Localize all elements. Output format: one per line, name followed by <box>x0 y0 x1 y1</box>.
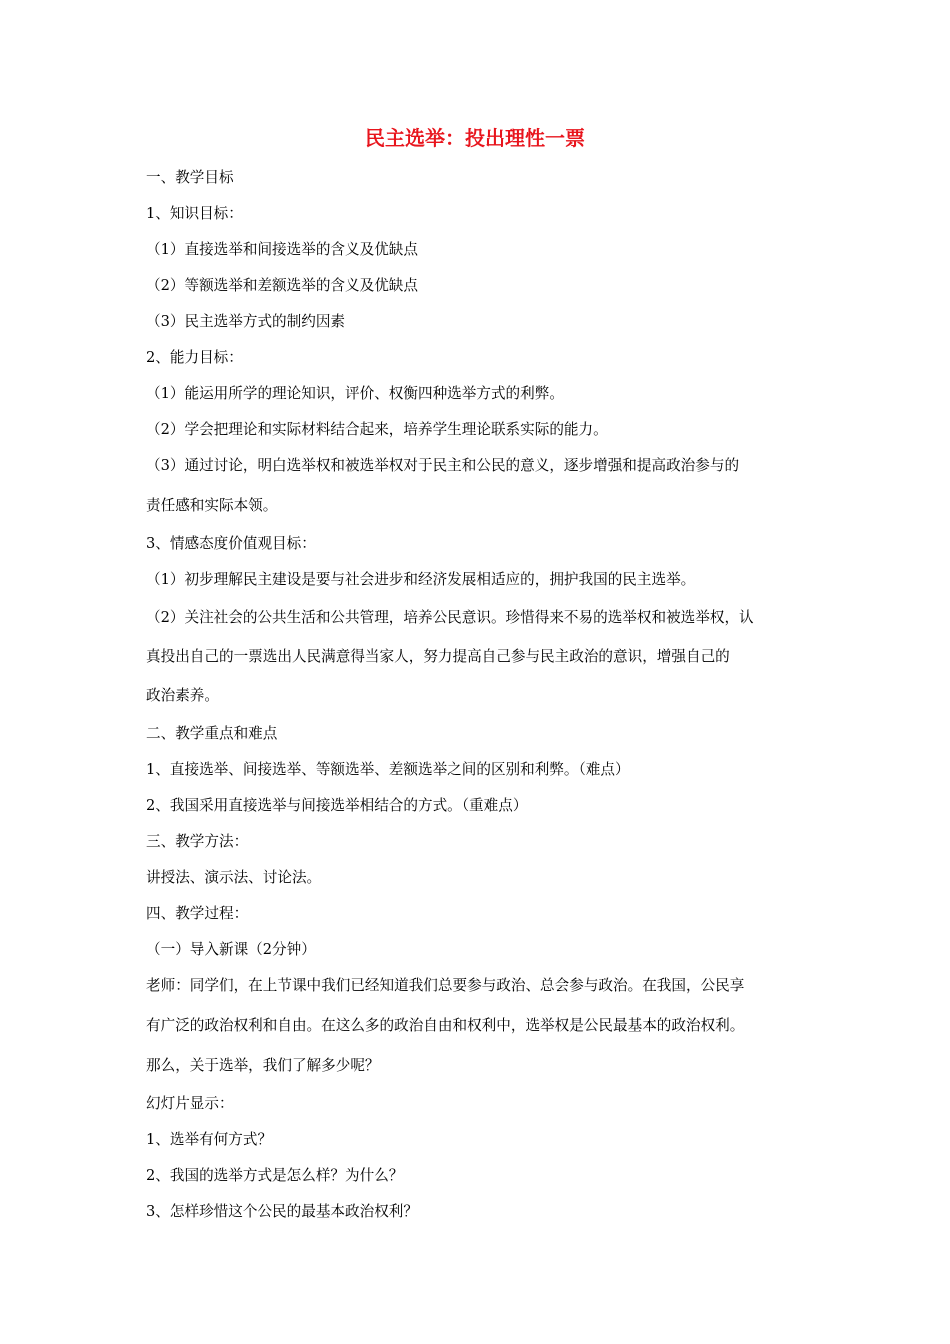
list-item: （1）能运用所学的理论知识，评价、权衡四种选举方式的利弊。 <box>146 385 564 402</box>
paragraph-line: （3）通过讨论，明白选举权和被选举权对于民主和公民的意义，逐步增强和提高政治参与的 <box>146 457 740 474</box>
list-item: （3）民主选举方式的制约因素 <box>146 313 346 330</box>
list-item: （2）学会把理论和实际材料结合起来，培养学生理论联系实际的能力。 <box>146 421 608 438</box>
subheading-intro: （一）导入新课（2分钟） <box>146 941 316 958</box>
list-item: 1、选举有何方式？ <box>146 1131 273 1148</box>
paragraph-line: 幻灯片显示： <box>146 1095 234 1112</box>
paragraph-line: 讲授法、演示法、讨论法。 <box>146 869 322 886</box>
list-item: （1）直接选举和间接选举的含义及优缺点 <box>146 241 418 258</box>
paragraph-line: 真投出自己的一票选出人民满意得当家人，努力提高自己参与民主政治的意识，增强自己的 <box>146 648 730 665</box>
paragraph-line: 政治素养。 <box>146 687 219 704</box>
paragraph-line: 有广泛的政治权利和自由。在这么多的政治自由和权利中，选举权是公民最基本的政治权利。 <box>146 1017 745 1034</box>
subheading-knowledge: 1、知识目标： <box>146 205 243 222</box>
list-item: 2、我国采用直接选举与间接选举相结合的方式。（重难点） <box>146 797 528 814</box>
subheading-values: 3、情感态度价值观目标： <box>146 535 316 552</box>
section-heading-focus: 二、教学重点和难点 <box>146 725 278 742</box>
section-heading-methods: 三、教学方法： <box>146 833 249 850</box>
subheading-ability: 2、能力目标： <box>146 349 243 366</box>
document-title: 民主选举：投出理性一票 <box>365 126 585 150</box>
paragraph-line: 那么，关于选举，我们了解多少呢？ <box>146 1057 380 1074</box>
paragraph-line: 责任感和实际本领。 <box>146 497 278 514</box>
section-heading-objectives: 一、教学目标 <box>146 169 234 186</box>
list-item: 2、我国的选举方式是怎么样？为什么？ <box>146 1167 404 1184</box>
section-heading-process: 四、教学过程： <box>146 905 249 922</box>
paragraph-line: （2）关注社会的公共生活和公共管理，培养公民意识。珍惜得来不易的选举权和被选举权，认 <box>146 609 754 626</box>
list-item: （1）初步理解民主建设是要与社会进步和经济发展相适应的，拥护我国的民主选举。 <box>146 571 696 588</box>
paragraph-line: 老师：同学们，在上节课中我们已经知道我们总要参与政治、总会参与政治。在我国，公民享 <box>146 977 745 994</box>
list-item: 3、怎样珍惜这个公民的最基本政治权利？ <box>146 1203 418 1220</box>
list-item: （2）等额选举和差额选举的含义及优缺点 <box>146 277 418 294</box>
list-item: 1、直接选举、间接选举、等额选举、差额选举之间的区别和利弊。（难点） <box>146 761 630 778</box>
